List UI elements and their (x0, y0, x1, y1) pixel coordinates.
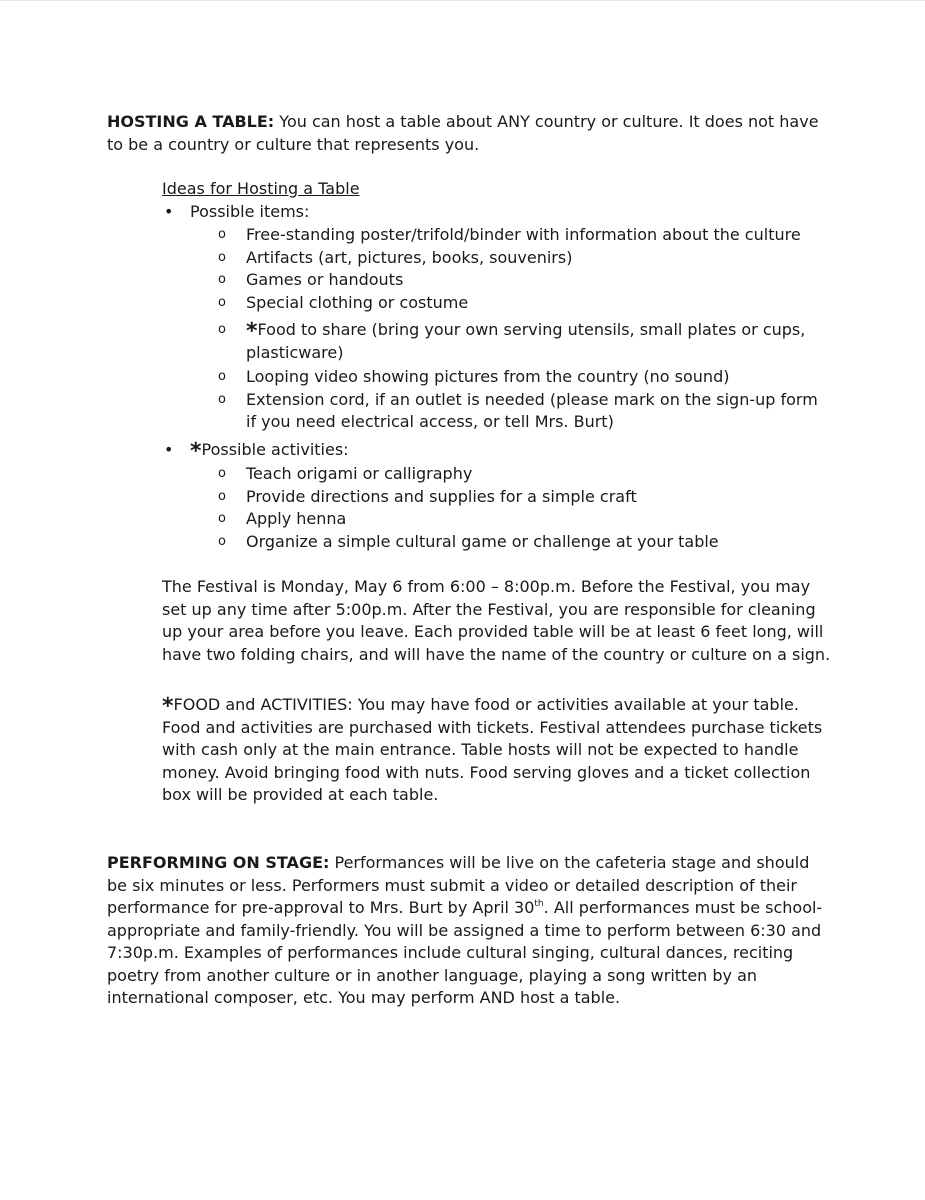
hosting-section (107, 111, 827, 156)
list-item: o Games or handouts (162, 269, 832, 292)
circle-bullet-icon: o (218, 488, 226, 504)
food-paragraph-text: FOOD and ACTIVITIES: You may have food or activities available at your table. Food and activities are purchased with tickets. Festival attendees purchase tickets with cash only at the main entrance. Table hosts will not be expected to handle money. Avoid bringing food with nuts. Food serving gloves and a ticket collection box will be provided at each table. (162, 695, 823, 804)
list-item: o Provide directions and supplies for a simple craft (162, 486, 832, 509)
hosting-intro (107, 111, 827, 156)
list-item: o Apply henna (162, 508, 832, 531)
possible-activities-bullet (162, 439, 832, 462)
activities-sublist (162, 463, 832, 553)
performing-paragraph: PERFORMING ON STAGE: Performances will be live on the cafeteria stage and should be six minutes or less. Performers must submit a video or detailed description of their performance for pre-approval to Mrs. Burt by April 30th. All performances must be school-appropriate and family-friendly. You will be assigned a time to perform between 6:30 and 7:30p.m. Examples of performances include cultural singing, cultural dances, reciting poetry from another culture or in another language, playing a song written by an international composer, etc. You may perform AND host a table. (107, 853, 823, 1007)
superscript-th: th (534, 899, 544, 909)
circle-bullet-icon: o (218, 511, 226, 526)
list-item-food: o *Food to share (bring your own serving utensils, small plates or cups, plasticware) (218, 319, 806, 362)
bullet-marker: • (164, 440, 174, 459)
items-sublist-a (162, 224, 832, 314)
food-item-block (162, 319, 832, 364)
possible-items-row (162, 201, 832, 224)
possible-activities-label: Possible activities: (201, 440, 349, 459)
items-sublist-b (162, 366, 832, 434)
list-item: o Free-standing poster/trifold/binder with information about the culture (162, 224, 832, 247)
list-item: o Special clothing or costume (162, 292, 832, 315)
possible-activities-row (162, 439, 832, 462)
circle-bullet-icon: o (218, 249, 226, 265)
list-item: o Looping video showing pictures from the country (no sound) (162, 366, 832, 389)
list-item: o Artifacts (art, pictures, books, souvenirs) (162, 247, 832, 270)
food-paragraph (162, 694, 832, 807)
page-top-border (0, 0, 925, 1)
performing-heading: PERFORMING ON STAGE: (107, 853, 330, 872)
ideas-title: Ideas for Hosting a Table (162, 179, 360, 198)
hosting-heading: HOSTING A TABLE: (107, 112, 275, 131)
circle-bullet-icon: o (218, 391, 226, 407)
food-paragraph-block (162, 694, 832, 807)
list-item: o Teach origami or calligraphy (162, 463, 832, 486)
circle-bullet-icon: o (218, 369, 226, 384)
hosting-intro-text: You can host a table about ANY country or culture. It does not have to be a country or culture that represents you. (107, 112, 819, 154)
asterisk-mark: * (246, 319, 258, 344)
circle-bullet-icon: o (218, 322, 226, 337)
list-item: o Organize a simple cultural game or challenge at your table (162, 531, 832, 554)
list-item: o Extension cord, if an outlet is needed (please mark on the sign-up form if you need electrical access, or tell Mrs. Burt) (218, 389, 818, 431)
circle-bullet-icon: o (218, 227, 226, 242)
asterisk-mark: * (190, 439, 202, 464)
festival-paragraph-block (162, 576, 832, 666)
possible-items-label: Possible items: (190, 202, 310, 221)
ideas-section (162, 178, 832, 201)
circle-bullet-icon: o (218, 294, 226, 310)
festival-paragraph: The Festival is Monday, May 6 from 6:00 – 8:00p.m. Before the Festival, you may set up any time after 5:00p.m. After the Festival, you are responsible for cleaning up your area before you leave. Each provided table will be at least 6 feet long, will have two folding chairs, and will have the name of the country or culture on a sign. (162, 577, 831, 664)
performing-section (107, 852, 829, 1010)
bullet-marker: • (164, 202, 174, 221)
circle-bullet-icon: o (218, 272, 226, 287)
circle-bullet-icon: o (218, 466, 226, 481)
asterisk-mark: * (162, 694, 174, 719)
possible-items-bullet (162, 201, 832, 224)
circle-bullet-icon: o (218, 533, 226, 549)
